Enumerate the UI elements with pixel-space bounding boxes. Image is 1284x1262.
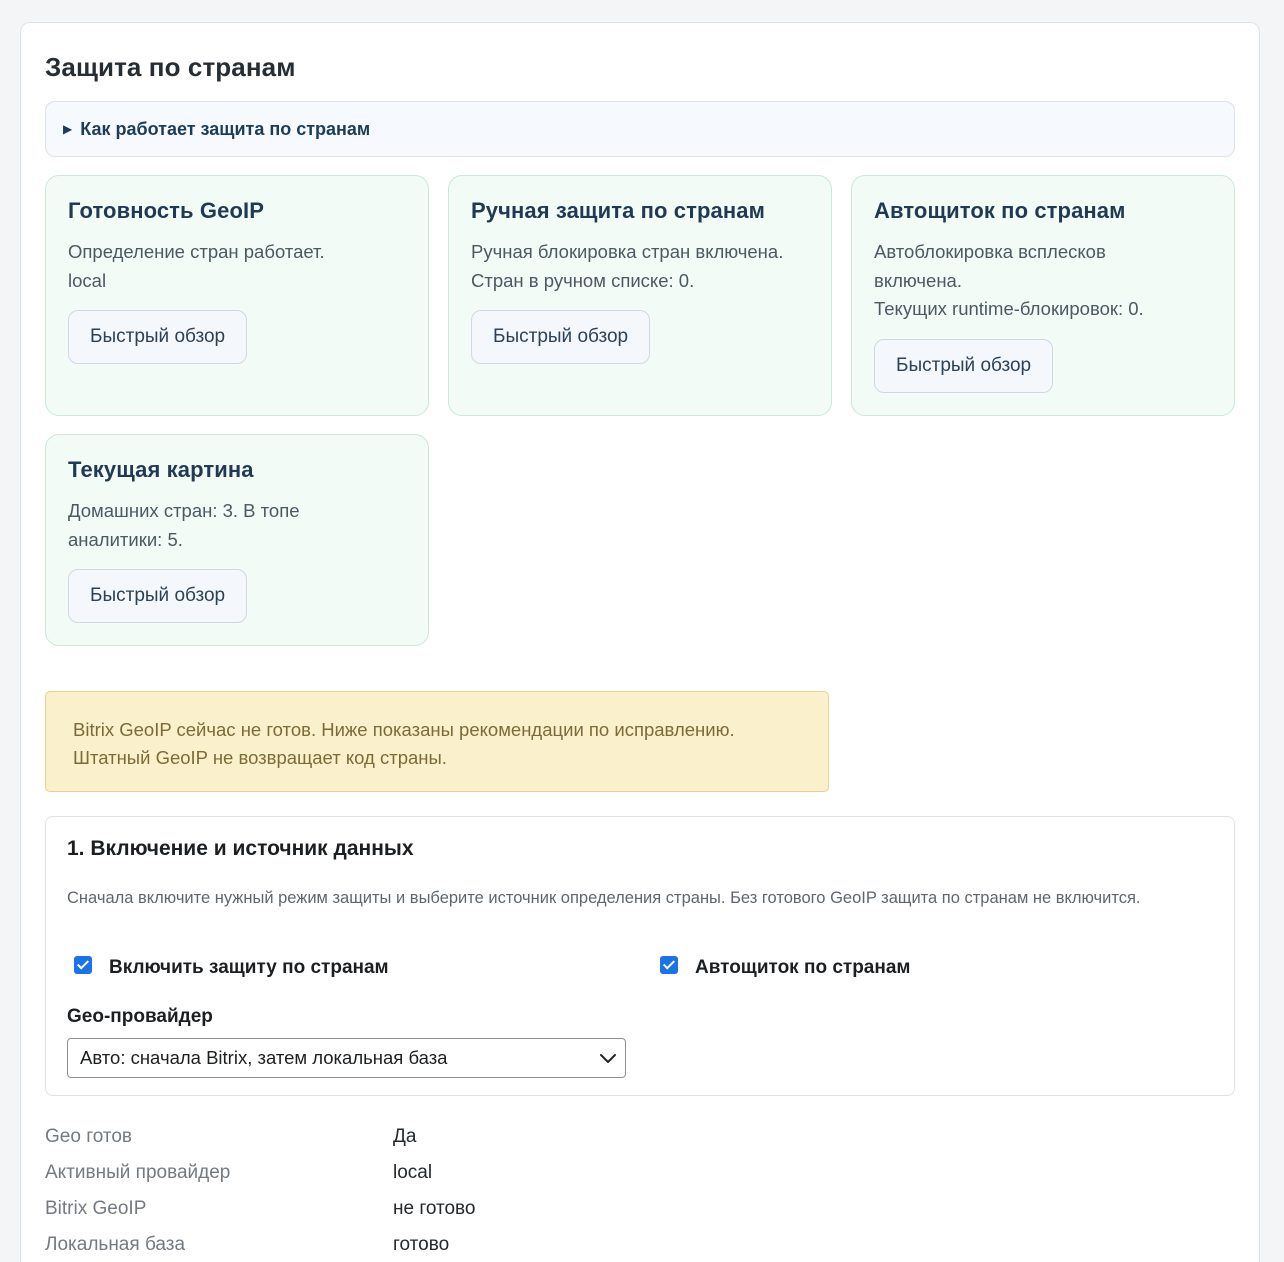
status-key: Bitrix GeoIP bbox=[45, 1198, 147, 1219]
card-manual-protection bbox=[448, 175, 832, 416]
status-key: Локальная база bbox=[45, 1234, 186, 1255]
quick-overview-button[interactable]: Быстрый обзор bbox=[874, 339, 1053, 393]
card-line: Автоблокировка всплесков включена. bbox=[874, 241, 1106, 291]
section-title: 1. Включение и источник данных bbox=[67, 837, 414, 860]
card-line: Домашних стран: 3. В топе аналитики: 5. bbox=[68, 500, 300, 550]
card-line: Текущих runtime-блокировок: 0. bbox=[874, 298, 1144, 319]
card-line: Определение стран работает. bbox=[68, 241, 325, 262]
status-row bbox=[45, 1234, 450, 1256]
card-geoip-readiness bbox=[45, 175, 429, 416]
warning-line: Штатный GeoIP не возвращает код страны. bbox=[73, 746, 447, 768]
quick-overview-button[interactable]: Быстрый обзор bbox=[68, 569, 247, 623]
card-current-picture bbox=[45, 434, 429, 646]
howto-disclosure[interactable] bbox=[45, 101, 1235, 157]
page-title: Защита по странам bbox=[45, 52, 296, 82]
status-key: Geo готов bbox=[45, 1126, 133, 1147]
warning-line: Bitrix GeoIP сейчас не готов. Ниже показаны рекомендации по исправлению. bbox=[73, 719, 735, 740]
card-line: local bbox=[68, 269, 107, 291]
checkbox-label: Автощиток по странам bbox=[695, 957, 911, 978]
howto-label: Как работает защита по странам bbox=[80, 118, 371, 139]
section-description: Сначала включите нужный режим защиты и выберите источник определения страны. Без готового GeoIP защита по странам не включится. bbox=[67, 889, 1141, 907]
card-line: Стран в ручном списке: 0. bbox=[471, 269, 695, 291]
status-row bbox=[45, 1126, 417, 1148]
card-autoshield bbox=[851, 175, 1235, 416]
country-protection-panel bbox=[20, 22, 1260, 1262]
chevron-down-icon bbox=[599, 1049, 617, 1067]
status-value: готово bbox=[393, 1234, 450, 1255]
quick-overview-button[interactable]: Быстрый обзор bbox=[68, 310, 247, 364]
section-enable-source bbox=[45, 816, 1235, 1096]
quick-overview-button[interactable]: Быстрый обзор bbox=[471, 310, 650, 364]
card-title: Ручная защита по странам bbox=[471, 198, 765, 223]
checkbox-checked-icon[interactable] bbox=[74, 956, 92, 974]
card-title: Текущая картина bbox=[68, 457, 254, 482]
status-row bbox=[45, 1162, 433, 1184]
checkbox-checked-icon[interactable] bbox=[660, 956, 678, 974]
status-row bbox=[45, 1198, 476, 1220]
geoip-warning-alert bbox=[45, 691, 829, 792]
geo-provider-select[interactable] bbox=[67, 1038, 626, 1078]
disclosure-triangle-icon: ▶ bbox=[63, 122, 73, 136]
status-value: не готово bbox=[393, 1198, 476, 1219]
card-title: Автощиток по странам bbox=[874, 198, 1126, 223]
geo-provider-label: Geo-провайдер bbox=[67, 1006, 213, 1027]
autoshield-checkbox[interactable] bbox=[660, 957, 910, 979]
card-title: Готовность GeoIP bbox=[68, 198, 264, 223]
select-value: Авто: сначала Bitrix, затем локальная база bbox=[80, 1047, 448, 1068]
checkbox-label: Включить защиту по странам bbox=[109, 957, 389, 978]
card-line: Ручная блокировка стран включена. bbox=[471, 241, 784, 262]
status-value: Да bbox=[393, 1126, 417, 1147]
status-value: local bbox=[393, 1162, 433, 1183]
status-key: Активный провайдер bbox=[45, 1162, 231, 1183]
enable-protection-checkbox[interactable] bbox=[74, 957, 389, 979]
